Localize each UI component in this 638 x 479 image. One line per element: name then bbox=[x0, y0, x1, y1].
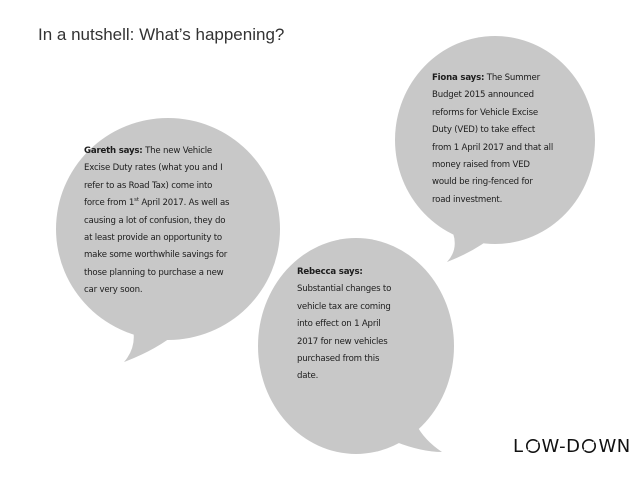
gareth-line: force from 1 bbox=[84, 198, 135, 209]
logo-text: WN bbox=[598, 436, 631, 457]
gareth-line: The new Vehicle bbox=[142, 146, 213, 156]
ordinal-suffix: st bbox=[134, 197, 139, 204]
logo-ring-icon bbox=[525, 438, 541, 454]
fiona-line: money raised from VED bbox=[432, 160, 530, 171]
logo-text: L bbox=[513, 436, 524, 457]
fiona-line: from 1 April 2017 and that all bbox=[432, 142, 554, 153]
rebecca-line: date. bbox=[297, 371, 319, 382]
fiona-line: would be ring-fenced for bbox=[432, 177, 533, 188]
gareth-speaker: Gareth says: bbox=[84, 146, 143, 156]
logo-text: W-D bbox=[541, 436, 581, 457]
rebecca-line: purchased from this bbox=[297, 354, 380, 365]
page-title: In a nutshell: What’s happening? bbox=[38, 25, 285, 44]
fiona-line: Duty (VED) to take effect bbox=[432, 125, 536, 136]
fiona-line: road investment. bbox=[432, 194, 503, 205]
gareth-quote bbox=[84, 143, 262, 300]
rebecca-speaker: Rebecca says: bbox=[297, 267, 363, 277]
gareth-line: causing a lot of confusion, they do bbox=[84, 215, 226, 226]
gareth-line: car very soon. bbox=[84, 285, 143, 296]
gareth-line: refer to as Road Tax) come into bbox=[84, 180, 213, 191]
rebecca-line: Substantial changes to bbox=[297, 284, 392, 295]
fiona-speaker: Fiona says: bbox=[432, 73, 485, 83]
gareth-line: those planning to purchase a new bbox=[84, 267, 224, 278]
gareth-line: Excise Duty rates (what you and I bbox=[84, 163, 223, 174]
gareth-line: make some worthwhile savings for bbox=[84, 250, 228, 261]
low-down-logo bbox=[513, 436, 631, 457]
logo-ring-icon bbox=[581, 438, 597, 454]
fiona-line: The Summer bbox=[484, 73, 540, 83]
rebecca-line: vehicle tax are coming bbox=[297, 301, 391, 312]
gareth-line: April 2017. As well as bbox=[138, 198, 230, 209]
gareth-line: at least provide an opportunity to bbox=[84, 233, 222, 244]
rebecca-line: 2017 for new vehicles bbox=[297, 336, 388, 347]
rebecca-quote bbox=[297, 264, 405, 386]
fiona-line: Budget 2015 announced bbox=[432, 90, 534, 101]
fiona-line: reforms for Vehicle Excise bbox=[432, 107, 538, 118]
fiona-quote bbox=[432, 70, 564, 209]
rebecca-line: into effect on 1 April bbox=[297, 319, 381, 330]
